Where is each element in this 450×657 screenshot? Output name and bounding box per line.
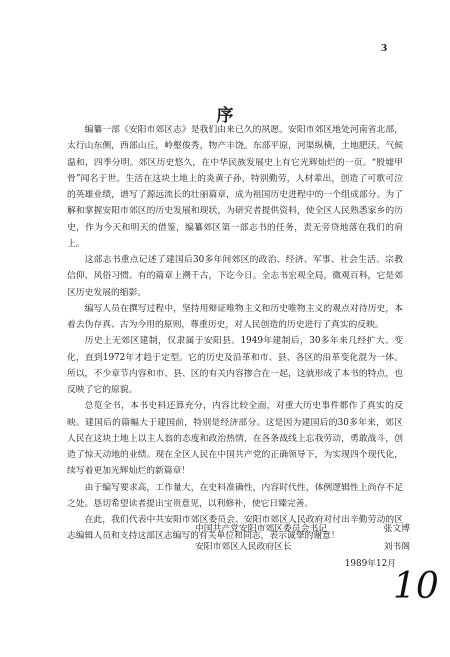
paragraph: 在此，我们代表中共安阳市郊区委员会、安阳市郊区人民政府对付出辛勤劳动的区志编辑人员和支持这部区志编写的有关单位和同志，表示诚挚的谢意！ [67,515,403,542]
signer-title: 安阳市郊区人民政府区长 [195,541,292,552]
paragraph: 总览全书，本书史料还算充分，内容比较全面，对重大历史事件都作了真实的反映。建国后的篇幅大于建国前，特别是经济部分。这是因为建国后的30多年来，郊区人民在这块土地上以主人翁的态度和政治热情，在各条战线上忘我劳动，勇敢战斗，创造了惊天动地的业绩。现在全区人民在中国共产党的正确领导下，为实现四个现代化，续写着更加光辉灿烂的新篇章！ [67,401,403,477]
signature-row [195,521,410,539]
signature-block [195,521,410,574]
page-number: 3 [381,44,388,54]
page-title: 序 [216,106,234,126]
paragraph: 这部志书重点记述了建国后30多年间郊区的政治、经济、军事、社会生活、宗教信仰、风俗习惯。有的篇章上溯千古，下讫今日。全志书宏观全局，微观百科，它是郊区历史发展的缩影。 [67,255,403,298]
paragraph: 由于编写要求高，工作量大，在史料准确性，内容时代性，体例逻辑性上尚存不足之处。恳切希望读者提出宝贵意见，以利修补，使它日臻完善。 [67,482,403,509]
signer-title: 中国共产党安阳市郊区委员会书记 [195,524,327,534]
signer-name: 张文博 [383,524,410,534]
signature-date: 1989年12月 [344,559,396,569]
signature-row [195,539,410,557]
preface-body [67,122,403,545]
paragraph: 历史上无郊区建制，仅隶属于安阳县。1949年建制后，30多年来几经扩大、变化，直到1972年才趋于定型。它的历史及沿革和市、县、各区的沿革变化混为一体。所以，不少章节内容和市、县、区的有关内容掺合在一起，这就形成了本书的特点，也反映了它的原貌。 [67,336,403,395]
paragraph: 编纂一部《安阳市郊区志》是我们由来已久的夙愿。安阳市郊区地处河南省北部，太行山东侧，西部山丘，岭壑俊秀，物产丰饶。东部平原，河渠纵横，土地肥沃。气候温和，四季分明。郊区历史悠久，在中华民族发展史上有它光辉灿烂的一页。“殷墟甲骨”闻名于世。生活在这块土地上的炎黄子孙，特别勤劳，人材辈出，创造了可歌可泣的英雄业绩，谱写了源远流长的壮丽篇章，成为祖国历史进程中的一个组成部分。为了解和掌握安阳市郊区的历史发展和现状，为研究者提供资料，使全区人民熟悉家乡的历史，作为今天和明天的借鉴，编纂郊区第一部志书的任务，责无旁贷地落在我们的肩上。 [67,125,403,249]
signer-name: 刘书阁 [383,541,410,552]
handwritten-mark: 10 [393,566,439,607]
paragraph: 编写人员在撰写过程中，坚持用辩证唯物主义和历史唯物主义的观点对待历史，本着去伪存真、古为今用的原则，尊重历史，对人民创造的历史进行了真实的反映。 [67,303,403,330]
